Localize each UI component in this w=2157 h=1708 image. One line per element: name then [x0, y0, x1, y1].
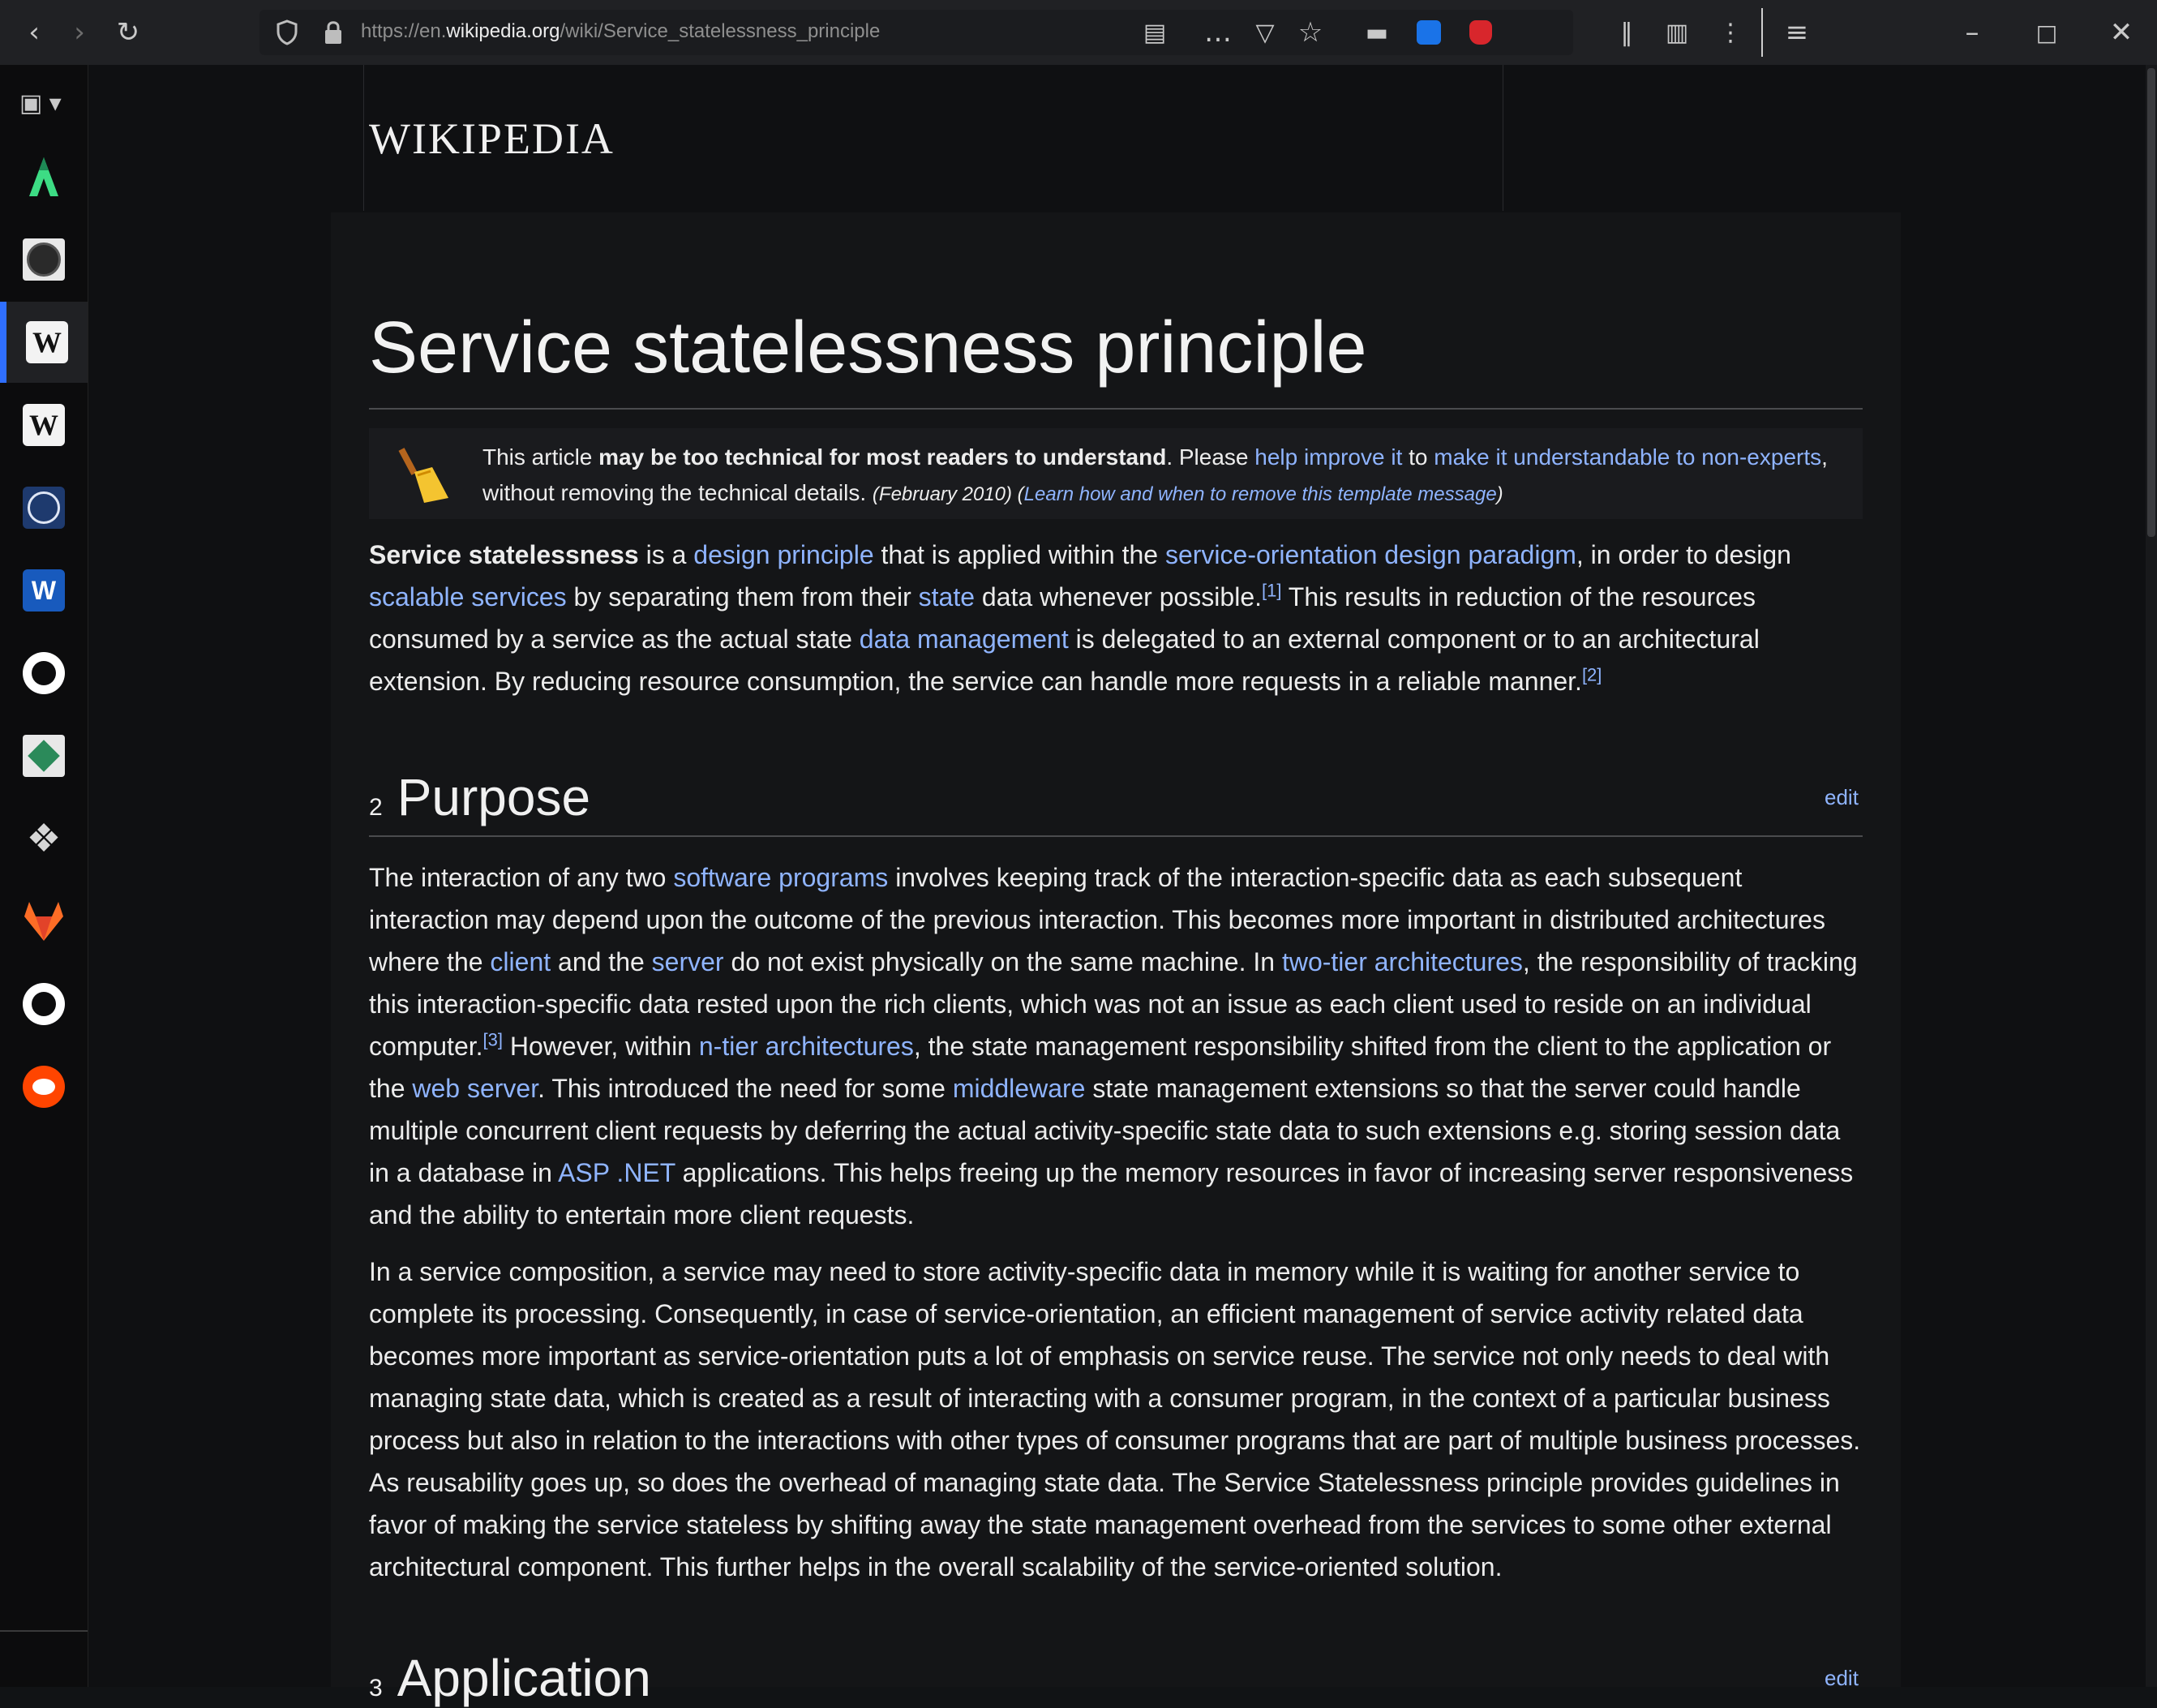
- page-title: Service statelessness principle: [369, 307, 1367, 388]
- two-tier-link[interactable]: two-tier architectures: [1281, 947, 1523, 976]
- sidebar-item-wikipedia[interactable]: [0, 302, 88, 383]
- help-improve-link[interactable]: help improve it: [1254, 444, 1403, 470]
- ref-3-link[interactable]: [3]: [482, 1029, 503, 1050]
- bookmark-star-icon[interactable]: ☆: [1297, 16, 1323, 49]
- extensions-icon: ❖: [26, 818, 62, 860]
- reload-icon[interactable]: ↻: [116, 16, 140, 49]
- maximize-icon[interactable]: □: [2035, 19, 2058, 46]
- notice-text: This article may be too technical for most readers to understand. Please help improve it to make it understandable to non-experts, without removing the technical details. (February 2010) (Learn how and when to remove this template message): [482, 444, 1828, 505]
- close-icon[interactable]: ✕: [2109, 16, 2133, 49]
- server-link[interactable]: server: [651, 947, 724, 976]
- asp-net-link[interactable]: ASP .NET: [558, 1158, 675, 1187]
- edit-purpose-link[interactable]: edit: [1825, 785, 1859, 809]
- forward-icon[interactable]: ›: [74, 16, 85, 49]
- template-message-link[interactable]: Learn how and when to remove this template message: [1023, 483, 1497, 505]
- sidebar-item-github-2[interactable]: [0, 963, 88, 1045]
- reader-view-icon[interactable]: ▤: [1143, 18, 1167, 47]
- sidebar-item-gitlab[interactable]: [0, 881, 88, 962]
- generic-app-icon: [23, 735, 65, 777]
- extension-red-lock-icon[interactable]: [1458, 10, 1503, 55]
- android-studio-icon: [21, 154, 66, 200]
- url-text[interactable]: https://en.wikipedia.org/wiki/Service_statelessness_principle: [361, 20, 881, 42]
- sidebar-item-github[interactable]: [0, 633, 88, 714]
- wikipedia-icon-2: W: [23, 404, 65, 446]
- intro-paragraph: Service statelessness is a design principle that is applied within the service-orientation design paradigm, in order to design scalable services by separating them from their state data whenever possible.[1] This results in reduction of the resources consumed by a service as the actual state data management is delegated to an external component or to an architectural extension. By reducing resource consumption, the service can handle more requests in a reliable manner.[2]: [369, 540, 1791, 696]
- middleware-link[interactable]: middleware: [952, 1074, 1086, 1103]
- word-icon: W: [23, 569, 65, 612]
- sidebar-toggle-icon[interactable]: ▥: [1665, 18, 1689, 47]
- section-heading-purpose: 2 Purpose: [369, 768, 591, 826]
- purpose-paragraph-1: The interaction of any two software programs involves keeping track of the interaction-specific data as each subsequent interaction may depend upon the outcome of the previous interaction. This becomes more important in distributed architectures where the client and the server do not exist physically on the same machine. In two-tier architectures, the responsibility of tracking this interaction-specific data rested upon the rich clients, which was not an issue as each client used to reside on an individual computer.[3] However, within n-tier architectures, the state management responsibility shifted from the client to the application or the web server. This introduced the need for some middleware state management extensions so that the server could handle multiple concurrent client requests by deferring the actual activity-specific state data to such extensions e.g. storing session data in a database in ASP .NET applications. This helps freeing up the memory resources in favor of increasing server responsiveness and the ability to entertain more client requests.: [369, 863, 1858, 1230]
- back-icon[interactable]: ‹: [28, 16, 40, 49]
- ref-2-link[interactable]: [2]: [1581, 664, 1602, 685]
- pocket-icon[interactable]: ▽: [1255, 18, 1275, 47]
- browser-toolbar: [0, 0, 2157, 66]
- minimize-icon[interactable]: –: [1965, 16, 1979, 49]
- design-principle-link[interactable]: design principle: [693, 540, 874, 569]
- make-understandable-link[interactable]: make it understandable to non-experts: [1434, 444, 1822, 470]
- extension-blue-icon[interactable]: [1406, 10, 1452, 55]
- scalable-services-link[interactable]: scalable services: [369, 582, 567, 612]
- gitlab-icon: [21, 900, 66, 942]
- github-icon-2: [23, 983, 65, 1025]
- section-heading-application: 3 Application: [369, 1649, 651, 1707]
- shield-icon[interactable]: [276, 19, 298, 45]
- sidebar-item-word[interactable]: [0, 550, 88, 631]
- data-management-link[interactable]: data management: [859, 624, 1069, 654]
- wikipedia-icon: W: [26, 321, 68, 363]
- more-actions-icon[interactable]: …: [1204, 16, 1232, 49]
- sidebar-item-edinburgh[interactable]: [0, 219, 88, 300]
- edit-application-link[interactable]: edit: [1825, 1666, 1859, 1690]
- sidebar-item-edinburgh-2[interactable]: [0, 467, 88, 548]
- sidebar-toggle-icon[interactable]: ▣ ▾: [19, 90, 62, 117]
- github-icon: [23, 652, 65, 694]
- client-link[interactable]: client: [490, 947, 551, 976]
- purpose-paragraph-2: In a service composition, a service may need to store activity-specific data in memory while it is waiting for another service to complete its processing. Consequently, in case of service-orientation, an efficient management of service activity related data becomes more important as service-orientation puts a lot of emphasis on service reuse. The service not only needs to deal with managing state data, which is created as a result of interacting with a consumer program, in the context of a particular business process but also in relation to the interactions with other types of consumer programs that are part of multiple business processes. As reusability goes up, so does the overhead of managing state data. The Service Statelessness principle provides guidelines in favor of making the service stateless by shifting away the state management overhead from the services to some other external architectural component. This further helps in the overall scalability of the service-oriented solution.: [369, 1257, 1861, 1581]
- sidebar-item-extensions[interactable]: [0, 798, 88, 879]
- sidebar-item-generic-app[interactable]: [0, 715, 88, 796]
- edinburgh-crest-icon: [23, 238, 65, 281]
- edinburgh-crest-icon-2: [23, 487, 65, 529]
- toolbar-divider: [1761, 8, 1763, 57]
- service-orientation-link[interactable]: service-orientation design paradigm: [1164, 540, 1576, 569]
- web-panel-sidebar: [0, 65, 88, 1687]
- library-icon[interactable]: ‖: [1620, 18, 1633, 47]
- wikipedia-wordmark[interactable]: WIKIPEDIA: [369, 114, 615, 163]
- software-programs-link[interactable]: software programs: [673, 863, 889, 892]
- ref-1-link[interactable]: [1]: [1262, 580, 1282, 601]
- web-server-link[interactable]: web server: [412, 1074, 538, 1103]
- scrollbar-thumb[interactable]: [2147, 68, 2155, 537]
- purpose-rule: [369, 835, 1863, 837]
- sidebar-item-wikipedia-2[interactable]: [0, 384, 88, 466]
- state-link[interactable]: state: [918, 582, 975, 612]
- broom-icon: [397, 444, 453, 504]
- n-tier-link[interactable]: n-tier architectures: [698, 1032, 914, 1061]
- hamburger-menu-icon[interactable]: ≡: [1785, 16, 1809, 49]
- lock-icon: [323, 19, 344, 45]
- title-rule: [369, 408, 1863, 410]
- sidebar-item-android-studio[interactable]: [0, 136, 88, 217]
- reddit-icon: [23, 1066, 65, 1108]
- sidebar-item-reddit[interactable]: [0, 1046, 88, 1127]
- extension-screen-icon[interactable]: ▬: [1365, 18, 1389, 47]
- sidebar-divider: [0, 1630, 88, 1632]
- technical-notice-box: [369, 428, 1863, 519]
- kebab-menu-icon[interactable]: ⋮: [1718, 18, 1743, 47]
